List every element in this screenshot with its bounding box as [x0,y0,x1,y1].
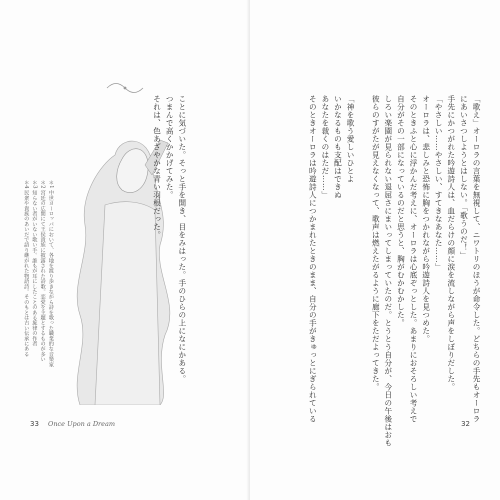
right-line-9: 彼らのすがたが見えなくなって、歌声は燃えたがるように廊下をただよってきた。 [371,95,381,391]
right-line-5: オーロラは、悲しみと恐怖に胸をつかれながら吟遊詩人を見つめた。 [421,95,431,343]
left-body-text [150,95,188,383]
flourish-ornament-icon [105,80,145,99]
right-line-1: 「歌え」オーロラの言葉を無視して、ニワトリのほうが命令した。どちらの手先もオーロラ [472,95,481,423]
right-tail-3: あなたを裁くのはただ……」 [320,95,330,199]
left-line-1: ことに気づいた。そっと手を開き、目をみはった。手のひらの上になにかある。 [177,95,187,383]
footnote-2: ＊2 宮廷の広間にて王侯貴族に披露された詩歌。恋愛を主題とするものが多い [39,180,46,362]
right-tail-1: 「神を歌う愛しいひとよ [346,95,356,183]
footnotes [22,180,55,367]
right-line-2: にあいさつしようとはしない。「歌うのだ！」 [459,95,469,260]
right-tail-4: そのときオーロラは吟遊詩人につかまれたときのまま、自分の手がきゅっとにぎられている [308,95,318,423]
page-number-left: 33 [30,420,39,428]
right-line-4: 「やさしい……やさしい、すてきなあなた……」 [434,95,444,271]
page-number-right: 32 [461,420,470,428]
right-page [250,0,500,500]
running-head: Once Upon a Dream [48,420,116,428]
footnote-3: ＊3 知らない者がいない歌い手。誰もが耳にしたことのある旋律の作者 [31,180,38,347]
right-tail-2: いかなるものも支配はできぬ [333,95,343,199]
right-line-7: 自分がその一部になっているのだと思うと、胸がむかむかした。 [396,95,406,327]
left-line-2: つまんで高くかかげてみた。 [165,95,175,199]
footnote-1: ＊1 中世ヨーロッパにおいて、各地を渡り歩きながら詩を歌った職業的な音楽家 [47,180,54,367]
right-line-3: 手先にかつがれた吟遊詩人は、血だらけの顔に涙を流しながら声をしぼりだした。 [446,95,456,391]
right-line-6: そのときふと心に浮かんだ考えに、オーロラは心底ぞっとした。あまりにおそろしい考えで [409,95,419,423]
footnote-4: ＊4 民衆や貴族のあいだで語り継がれた物語詩。そのもとは古い伝承にある [23,180,30,357]
left-line-3: それは、色あざやかな青い羽根だった。 [152,95,162,239]
right-line-8: しろい楽園が見られない退屈さにまいってしまっていたのだ。とうとう自分が、今日の午後はおも [383,95,393,447]
